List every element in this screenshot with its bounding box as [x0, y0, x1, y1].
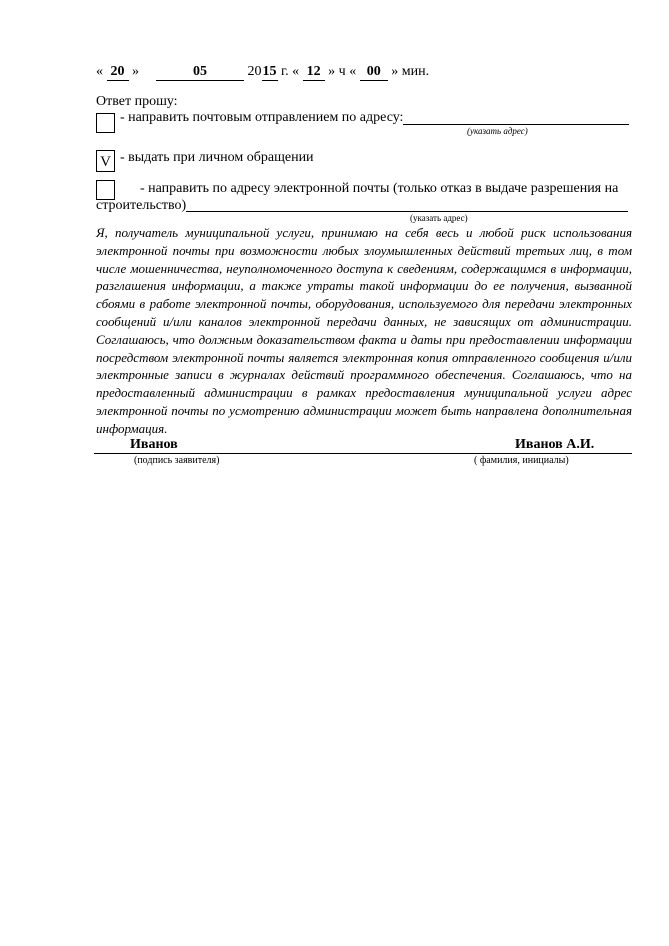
option-email-label: - направить по адресу электронной почты (только отказ в выдаче разрешения на [140, 181, 619, 196]
signature-value: Иванов [130, 437, 178, 452]
signature-caption: (подпись заявителя) [134, 455, 220, 466]
email-address-hint: (указать адрес) [410, 213, 468, 223]
option-mail-label: - направить почтовым отправлением по адресу: [120, 110, 404, 125]
option-mail-checkbox[interactable] [96, 113, 115, 133]
day-close-quote: » [132, 64, 139, 79]
consent-paragraph: Я, получатель муниципальной услуги, принимаю на себя весь и любой риск использования электронной почты при возможности любых злоумышленных действий третьих лиц, в том числе мошенничества, неуполномоченного доступа к сведениям, содержащимся в информации, разглашения информации, а также утраты такой информации до ее получения, вызванной сбоями в работе электронной почты, оборудования, используемого для передачи электронных сообщений и/или каналов электронной передачи данных, не зависящих от администрации. Соглашаюсь, что должным доказательством факта и даты при предоставлении информации посредством электронной почты является электронная копия отправленного сообщения и/или электронные записи в журналах действий программного обеспечения. Соглашаюсь, что на предоставленный администрации в рамках предоставления муниципальной услуги адрес электронной почты по усмотрению администрации может быть направлена дополнительная информация. [96, 225, 632, 436]
hour-suffix: » ч « [328, 64, 357, 79]
day-open-quote: « [96, 64, 103, 79]
name-caption: ( фамилия, инициалы) [474, 455, 569, 466]
option-personal-checkbox[interactable] [96, 150, 115, 172]
date-line [96, 64, 429, 81]
email-address-line [186, 211, 628, 212]
mail-address-line [403, 124, 629, 125]
year-field: 15 [262, 64, 277, 79]
day-field: 20 [107, 64, 129, 81]
option-email-label-cont: строительство) [96, 198, 187, 213]
option-personal-label: - выдать при личном обращении [120, 150, 314, 165]
year-suffix: г. [281, 64, 289, 79]
hour-open-quote: « [292, 64, 300, 79]
mail-address-hint: (указать адрес) [467, 126, 528, 136]
name-value: Иванов А.И. [515, 437, 595, 452]
century: 20 [247, 64, 262, 79]
option-email-checkbox[interactable] [96, 180, 115, 200]
signature-line [94, 453, 632, 454]
month-field: 05 [156, 64, 244, 81]
hour-field: 12 [303, 64, 325, 81]
minutes-suffix: » мин. [391, 64, 430, 79]
checkmark-v: V [100, 154, 111, 170]
minutes-field: 00 [360, 64, 388, 81]
response-heading: Ответ прошу: [96, 94, 178, 109]
